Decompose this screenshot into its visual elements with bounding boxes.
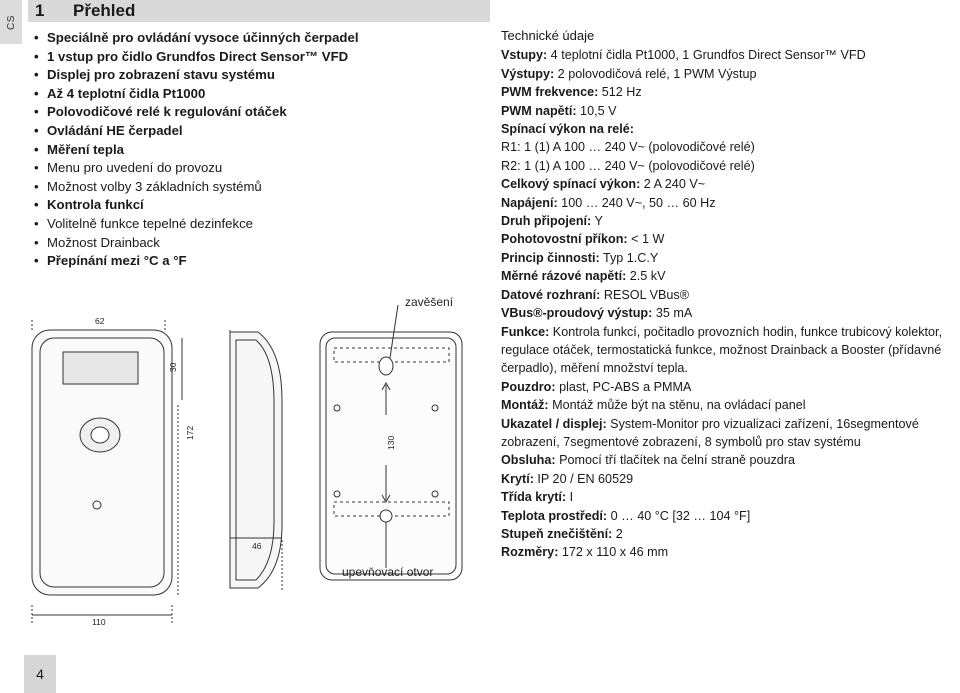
feature-item: • Ovládání HE čerpadel [34, 122, 359, 141]
tech-key: Montáž: [501, 398, 549, 413]
device-drawing [30, 290, 470, 635]
tech-row [501, 470, 959, 488]
tech-value: 10,5 V [576, 103, 617, 118]
feature-item: • Až 4 teplotní čidla Pt1000 [34, 85, 359, 104]
tech-value: 100 … 240 V~, 50 … 60 Hz [557, 195, 716, 210]
tech-key: PWM frekvence: [501, 85, 599, 100]
tech-value: IP 20 / EN 60529 [533, 471, 634, 486]
feature-item: • Menu pro uvedení do provozu [34, 159, 359, 178]
tech-value: Kontrola funkcí, počitadlo provozních hodin, funkce trubicový kolektor, regulace otáček, termostatická funkce, možnost Drainback a Booster (přídavné čerpadlo), měření množství tepla. [501, 324, 943, 376]
tech-key: Vstupy: [501, 48, 548, 63]
tech-row [501, 396, 959, 414]
tech-row [501, 488, 959, 506]
tech-row [501, 286, 959, 304]
tech-row [501, 230, 959, 248]
dim-110: 110 [92, 617, 106, 627]
tech-row [501, 65, 959, 83]
page-number-tab [24, 655, 56, 693]
tech-key: Teplota prostředí: [501, 508, 608, 523]
feature-item: • 1 vstup pro čidlo Grundfos Direct Sensor™ VFD [34, 48, 359, 67]
tech-value: Montáž může být na stěnu, na ovládací panel [548, 398, 806, 413]
tech-key: PWM napětí: [501, 103, 577, 118]
tech-key: VBus®-proudový výstup: [501, 306, 653, 321]
tech-value: I [566, 490, 574, 505]
tech-value: System-Monitor pro vizualizaci zařízení, 16segmentové zobrazení, 7segmentové zobrazení, 8 symbolů pro stav systému [501, 416, 919, 449]
feature-item: • Možnost volby 3 základních systémů [34, 178, 359, 197]
tech-key: Pohotovostní příkon: [501, 232, 628, 247]
feature-item: • Možnost Drainback [34, 234, 359, 253]
feature-item: • Polovodičové relé k regulování otáček [34, 103, 359, 122]
dim-62: 62 [95, 316, 105, 326]
tech-value: 172 x 110 x 46 mm [558, 545, 669, 560]
tech-key: Obsluha: [501, 453, 556, 468]
tech-row [501, 378, 959, 396]
section-number: 1 [35, 1, 45, 20]
front-view [32, 320, 182, 625]
tech-key: Napájení: [501, 195, 558, 210]
tech-value: Typ 1.C.Y [599, 250, 659, 265]
tech-row [501, 157, 959, 175]
tech-value: 4 teplotní čidla Pt1000, 1 Grundfos Direct Sensor™ VFD [547, 48, 866, 63]
tech-value: 0 … 40 °C [32 … 104 °F] [607, 508, 751, 523]
tech-key: Druh připojení: [501, 214, 592, 229]
tech-row [501, 451, 959, 469]
tech-row [501, 323, 959, 378]
tech-key: Celkový spínací výkon: [501, 177, 641, 192]
tech-value: 2 A 240 V~ [640, 177, 706, 192]
tech-row [501, 102, 959, 120]
tech-row [501, 175, 959, 193]
dim-172: 172 [185, 425, 195, 440]
label-hanger: zavěšení [405, 295, 454, 309]
tech-row [501, 120, 959, 138]
tech-value: plast, PC-ABS a PMMA [555, 379, 692, 394]
tech-key: Datové rozhraní: [501, 287, 601, 302]
feature-item: • Displej pro zobrazení stavu systému [34, 66, 359, 85]
tech-row [501, 138, 959, 156]
technical-data [501, 27, 959, 562]
tech-key: Funkce: [501, 324, 550, 339]
tech-key: Krytí: [501, 471, 534, 486]
tech-key: Třída krytí: [501, 490, 567, 505]
tech-row [501, 507, 959, 525]
side-view [230, 330, 282, 590]
tech-row [501, 249, 959, 267]
technical-data-title: Technické údaje [501, 28, 595, 43]
feature-item: • Volitelně funkce tepelné dezinfekce [34, 215, 359, 234]
tech-row [501, 267, 959, 285]
tech-row [501, 46, 959, 64]
language-tab [0, 0, 22, 44]
tech-value: 2 [612, 526, 623, 541]
feature-item: • Kontrola funkcí [34, 196, 359, 215]
tech-value: R2: 1 (1) A 100 … 240 V~ (polovodičové relé) [501, 158, 755, 173]
tech-value: Y [591, 214, 603, 229]
tech-value: R1: 1 (1) A 100 … 240 V~ (polovodičové relé) [501, 140, 755, 155]
tech-row [501, 83, 959, 101]
tech-value: 2.5 kV [626, 269, 666, 284]
tech-key: Výstupy: [501, 66, 555, 81]
tech-value: Pomocí tří tlačítek na čelní straně pouzdra [555, 453, 795, 468]
tech-row [501, 212, 959, 230]
language-code: CS [5, 14, 17, 30]
tech-row [501, 525, 959, 543]
tech-key: Ukazatel / displej: [501, 416, 607, 431]
label-fixing-hole: upevňovací otvor [342, 565, 434, 579]
feature-list [34, 29, 359, 271]
tech-key: Spínací výkon na relé: [501, 122, 634, 137]
tech-row [501, 304, 959, 322]
tech-key: Měrné rázové napětí: [501, 269, 627, 284]
tech-value: 2 polovodičová relé, 1 PWM Výstup [554, 66, 757, 81]
tech-row [501, 415, 959, 452]
section-title: Přehled [73, 1, 136, 20]
tech-key: Princip činnosti: [501, 250, 600, 265]
feature-item: • Měření tepla [34, 141, 359, 160]
tech-value: 35 mA [652, 306, 693, 321]
tech-row [501, 543, 959, 561]
dim-130: 130 [386, 435, 396, 450]
feature-item: • Přepínání mezi °C a °F [34, 252, 359, 271]
dim-30: 30 [168, 362, 178, 372]
tech-value: 512 Hz [598, 85, 642, 100]
technical-data-rows [501, 46, 959, 561]
tech-value: < 1 W [627, 232, 665, 247]
dim-46: 46 [252, 541, 262, 551]
tech-key: Stupeň znečištění: [501, 526, 613, 541]
tech-key: Rozměry: [501, 545, 559, 560]
tech-row [501, 194, 959, 212]
tech-value: RESOL VBus® [600, 287, 689, 302]
section-header [28, 0, 490, 22]
feature-item: • Speciálně pro ovládání vysoce účinných čerpadel [34, 29, 359, 48]
tech-key: Pouzdro: [501, 379, 556, 394]
page-number: 4 [36, 666, 44, 682]
